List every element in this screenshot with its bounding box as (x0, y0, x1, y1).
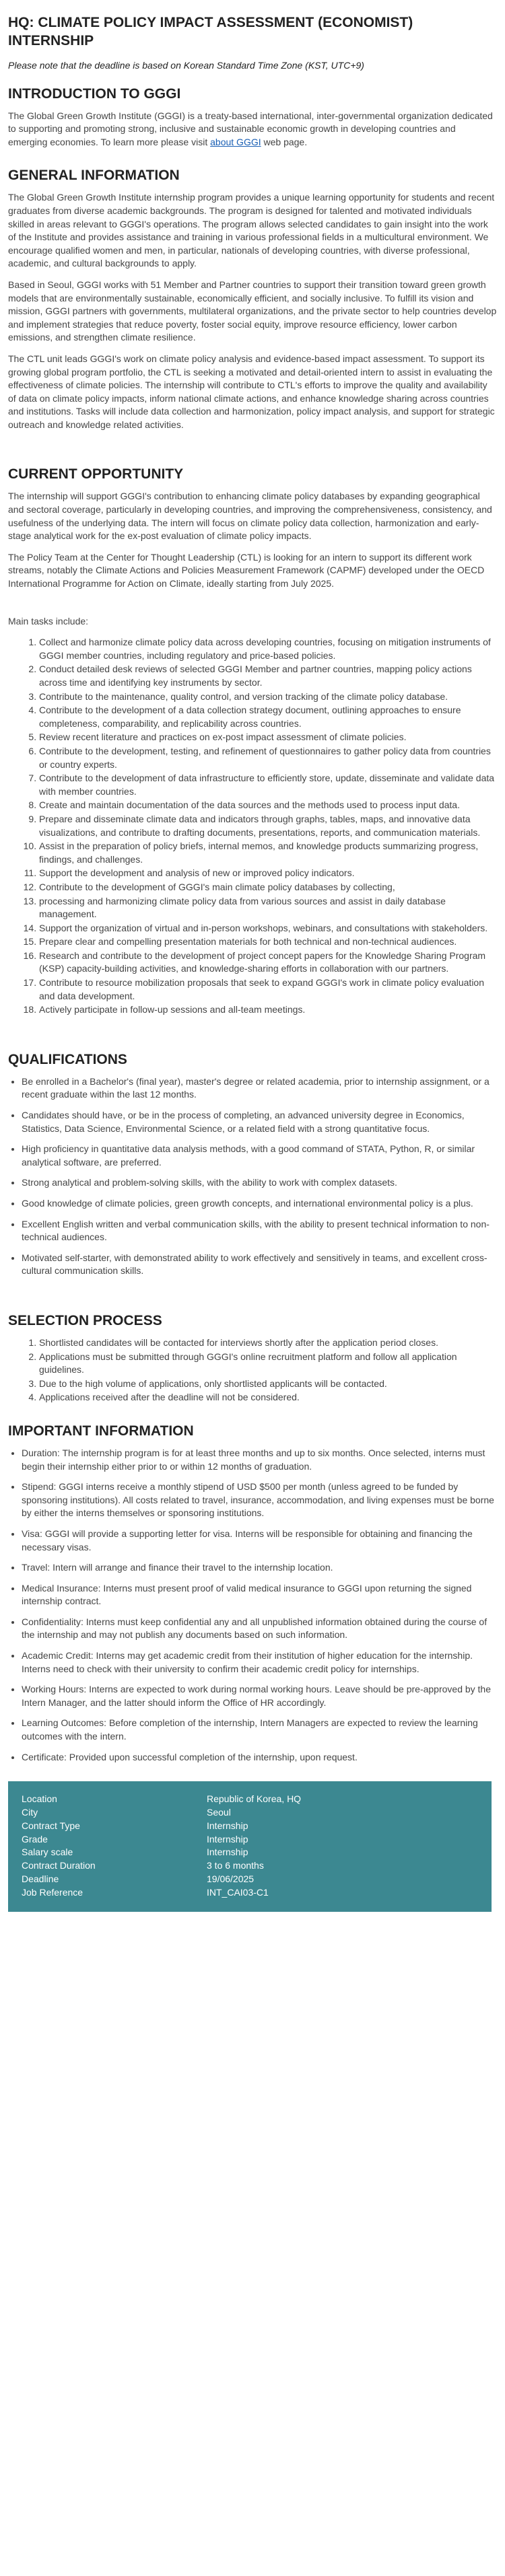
list-item: 16. Research and contribute to the development of project concept papers for the Knowledge Sharing Program (KSP) capacity-building activities, and knowledge-sharing efforts in collaboration with our partners. (39, 950, 497, 976)
list-item: 14. Support the organization of virtual and in-person workshops, webinars, and consultations with stakeholders. (39, 922, 497, 935)
info-value: INT_CAI03-C1 (207, 1886, 269, 1898)
info-value: Internship (207, 1833, 248, 1845)
list-item: • Academic Credit: Interns may get academic credit from their institution of higher education for the internship. Interns need to check with their university to confirm their academic credit policy for internships. (22, 1649, 497, 1676)
general-section (8, 166, 497, 431)
list-item: 15. Prepare clear and compelling presentation materials for both technical and non-technical audiences. (39, 935, 497, 949)
list-item: 1. Shortlisted candidates will be contacted for interviews shortly after the application period closes. (39, 1336, 497, 1350)
info-row-contract-duration (22, 1859, 478, 1873)
list-item: • Duration: The internship program is for at least three months and up to six months. Once selected, interns must begin their internship either prior to or within 12 months of graduation. (22, 1447, 497, 1473)
important-section (8, 1422, 497, 1764)
info-label: Contract Type (22, 1820, 80, 1831)
list-item: 5. Review recent literature and practices on ex-post impact assessment of climate policies. (39, 731, 497, 744)
list-item: • Certificate: Provided upon successful completion of the internship, upon request. (22, 1751, 497, 1764)
qualifications-section (8, 1050, 497, 1278)
about-gggi-link[interactable]: about GGGI (210, 136, 261, 147)
info-value: 19/06/2025 (207, 1873, 255, 1884)
intro-heading: INTRODUCTION TO GGGI (8, 85, 181, 102)
info-row-contract-type (22, 1820, 478, 1833)
list-item: • Visa: GGGI will provide a supporting letter for visa. Interns will be responsible for obtaining and financing the necessary visas. (22, 1528, 497, 1554)
info-row-grade (22, 1833, 478, 1847)
list-item: 1. Collect and harmonize climate policy data across developing countries, focusing on mitigation instruments of GGGI member countries, including regulatory and price-based policies. (39, 636, 497, 662)
qualifications-list (8, 1075, 497, 1278)
info-value: Internship (207, 1820, 248, 1831)
important-list (8, 1447, 497, 1764)
intro-section (8, 85, 497, 149)
list-item: • Learning Outcomes: Before completion of the internship, Intern Managers are expected to review the learning outcomes with the intern. (22, 1717, 497, 1743)
general-paragraph: The Global Green Growth Institute internship program provides a unique learning opportunity for students and recent graduates from diverse academic backgrounds. The program is designed for talented and motivated individuals skilled in areas relevant to GGGI's operations. The program allows selected candidates to gain insight into the work of the Institute and provides assistance and training in various professional fields in a multicultural environment. We encourage qualified women and men, in particular, nationals of developing countries, with diverse professional, academic, and cultural backgrounds to apply. (8, 192, 495, 269)
list-item: • Excellent English written and verbal communication skills, with the ability to present technical information to non-technical audiences. (22, 1218, 497, 1244)
general-paragraph: The CTL unit leads GGGI's work on climate policy analysis and evidence-based impact assessment. To support its growing global program portfolio, the CTL is seeking a motivated and detail-oriented intern to assist in evaluating the effectiveness of climate policies. The internship will contribute to CTL's efforts to improve the quality and availability of data on climate policy impacts, inform national climate actions, and enhance knowledge sharing across countries and institutions. Tasks will include data collection and harmonization, policy impact analysis, and support for strategic outreach and knowledge related activities. (8, 353, 495, 430)
tasks-list (8, 636, 497, 1017)
selection-heading: SELECTION PROCESS (8, 1312, 162, 1328)
info-label: Job Reference (22, 1886, 83, 1898)
tasks-intro: Main tasks include: (8, 615, 89, 627)
selection-section (8, 1312, 497, 1404)
info-value: Republic of Korea, HQ (207, 1793, 302, 1805)
list-item: 4. Contribute to the development of a data collection strategy document, outlining approaches to ensure completeness, comparability, and replicability across countries. (39, 704, 497, 730)
info-row-job-reference (22, 1886, 478, 1900)
list-item: • Candidates should have, or be in the process of completing, an advanced university degree in Economics, Statistics, Data Science, Environmental Science, or a related field with a strong quantitative focus. (22, 1109, 497, 1135)
info-label: Grade (22, 1833, 48, 1845)
list-item: 17. Contribute to resource mobilization proposals that seek to expand GGGI's work in climate policy evaluation and data development. (39, 976, 497, 1003)
list-item: 3. Contribute to the maintenance, quality control, and version tracking of the climate policy database. (39, 690, 497, 704)
info-label: City (22, 1807, 38, 1818)
list-item: 4. Applications received after the deadline will not be considered. (39, 1391, 497, 1404)
list-item: 2. Conduct detailed desk reviews of selected GGGI Member and partner countries, mapping policy actions across time and identifying key instruments by sector. (39, 663, 497, 689)
info-value: Seoul (207, 1807, 231, 1818)
list-item: • Motivated self-starter, with demonstrated ability to work effectively and sensitively in teams, and excellent cross-cultural communication skills. (22, 1252, 497, 1278)
info-label: Contract Duration (22, 1860, 96, 1871)
info-label: Salary scale (22, 1847, 73, 1858)
list-item: • Travel: Intern will arrange and finance their travel to the internship location. (22, 1561, 497, 1575)
info-row-salary-scale (22, 1846, 478, 1859)
job-details-box (8, 1781, 492, 1911)
list-item: • Stipend: GGGI interns receive a monthly stipend of USD $500 per month (unless agreed to be funded by sponsoring institutions). All costs related to travel, insurance, accommodation, and living expenses must be borne by either the interns themselves or sponsoring institutions. (22, 1480, 497, 1520)
list-item: 6. Contribute to the development, testing, and refinement of questionnaires to gather policy data from countries or country experts. (39, 745, 497, 771)
intro-text-before: The Global Green Growth Institute (GGGI) is a treaty-based international, inter-governmental organization dedicated to supporting and promoting strong, inclusive and sustainable economic growth in developing countries and emerging economies. To learn more please visit (8, 110, 493, 147)
opportunity-section (8, 465, 497, 1016)
opportunity-heading: CURRENT OPPORTUNITY (8, 466, 184, 482)
intro-text (8, 110, 497, 149)
list-item: 7. Contribute to the development of data infrastructure to efficiently store, update, disseminate and validate data with member countries. (39, 772, 497, 798)
deadline-notice: Please note that the deadline is based on Korean Standard Time Zone (KST, UTC+9) (8, 60, 364, 71)
spacer (8, 1034, 497, 1050)
info-label: Location (22, 1793, 57, 1805)
page-title: HQ: CLIMATE POLICY IMPACT ASSESSMENT (ECONOMIST) INTERNSHIP (8, 15, 413, 48)
spacer (8, 449, 497, 465)
info-value: 3 to 6 months (207, 1860, 264, 1871)
list-item: • Be enrolled in a Bachelor's (final year), master's degree or related academia, prior to internship assignment, or a recent graduate within the last 12 months. (22, 1075, 497, 1102)
list-item: • High proficiency in quantitative data analysis methods, with a good command of STATA, Python, R, or similar analytical software, are preferred. (22, 1143, 497, 1169)
list-item: 8. Create and maintain documentation of the data sources and the methods used to process input data. (39, 799, 497, 812)
info-row-location (22, 1793, 478, 1806)
list-item: 11. Support the development and analysis of new or improved policy indicators. (39, 867, 497, 880)
list-item: • Good knowledge of climate policies, green growth concepts, and international environmental policy is a plus. (22, 1197, 497, 1211)
info-value: Internship (207, 1847, 248, 1858)
qualifications-heading: QUALIFICATIONS (8, 1051, 127, 1067)
selection-list (8, 1336, 497, 1404)
list-item: 13. processing and harmonizing climate policy data from various sources and assist in daily database management. (39, 895, 497, 921)
opportunity-paragraph: The Policy Team at the Center for Thought Leadership (CTL) is looking for an intern to support its different work streams, notably the Climate Actions and Policies Measurement Framework (CAPMF) developed under the OECD International Programme for Action on Climate, ideally starting from July 2025. (8, 551, 485, 589)
list-item: • Confidentiality: Interns must keep confidential any and all unpublished information obtained during the course of the internship and may not publish any documents based on such information. (22, 1616, 497, 1642)
general-paragraph: Based in Seoul, GGGI works with 51 Member and Partner countries to support their transition toward green growth models that are environmentally sustainable, economically efficient, and socially inclusive. To fulfill its vision and mission, GGGI partners with governments, multilateral organizations, and the private sector to help countries develop and implement strategies that reduce poverty, foster social equity, improve resource efficiency, lower carbon emissions, and strengthen climate resilience. (8, 279, 497, 343)
opportunity-paragraph: The internship will support GGGI's contribution to enhancing climate policy databases by expanding geographical and sectoral coverage, particularly in developing countries, and improving the comprehensiveness, consistency, and usefulness of the underlying data. The intern will focus on climate policy data collection, harmonization and early-stage analytical work for the ex-post evaluation of climate policy impacts. (8, 491, 492, 542)
important-heading: IMPORTANT INFORMATION (8, 1423, 194, 1439)
list-item: 12. Contribute to the development of GGGI's main climate policy databases by collecting, (39, 881, 497, 894)
spacer (8, 1295, 497, 1312)
list-item: 3. Due to the high volume of applications, only shortlisted applicants will be contacted. (39, 1378, 497, 1391)
info-label: Deadline (22, 1873, 59, 1884)
intro-text-after: web page. (261, 136, 308, 147)
general-heading: GENERAL INFORMATION (8, 168, 180, 184)
list-item: 18. Actively participate in follow-up sessions and all-team meetings. (39, 1003, 497, 1017)
list-item: • Medical Insurance: Interns must present proof of valid medical insurance to GGGI upon returning the signed internship contract. (22, 1582, 497, 1608)
info-row-deadline (22, 1873, 478, 1886)
info-row-city (22, 1806, 478, 1820)
list-item: 10. Assist in the preparation of policy briefs, internal memos, and knowledge products summarizing progress, findings, and challenges. (39, 840, 497, 866)
list-item: 9. Prepare and disseminate climate data and indicators through graphs, tables, maps, and innovative data visualizations, and contribute to drafting documents, presentations, reports, and communication materials. (39, 813, 497, 839)
list-item: 2. Applications must be submitted through GGGI's online recruitment platform and follow all application guidelines. (39, 1351, 497, 1377)
list-item: • Strong analytical and problem-solving skills, with the ability to work with complex datasets. (22, 1176, 497, 1190)
list-item: • Working Hours: Interns are expected to work during normal working hours. Leave should be pre-approved by the Intern Manager, and the latter should inform the Office of HR accordingly. (22, 1683, 497, 1709)
